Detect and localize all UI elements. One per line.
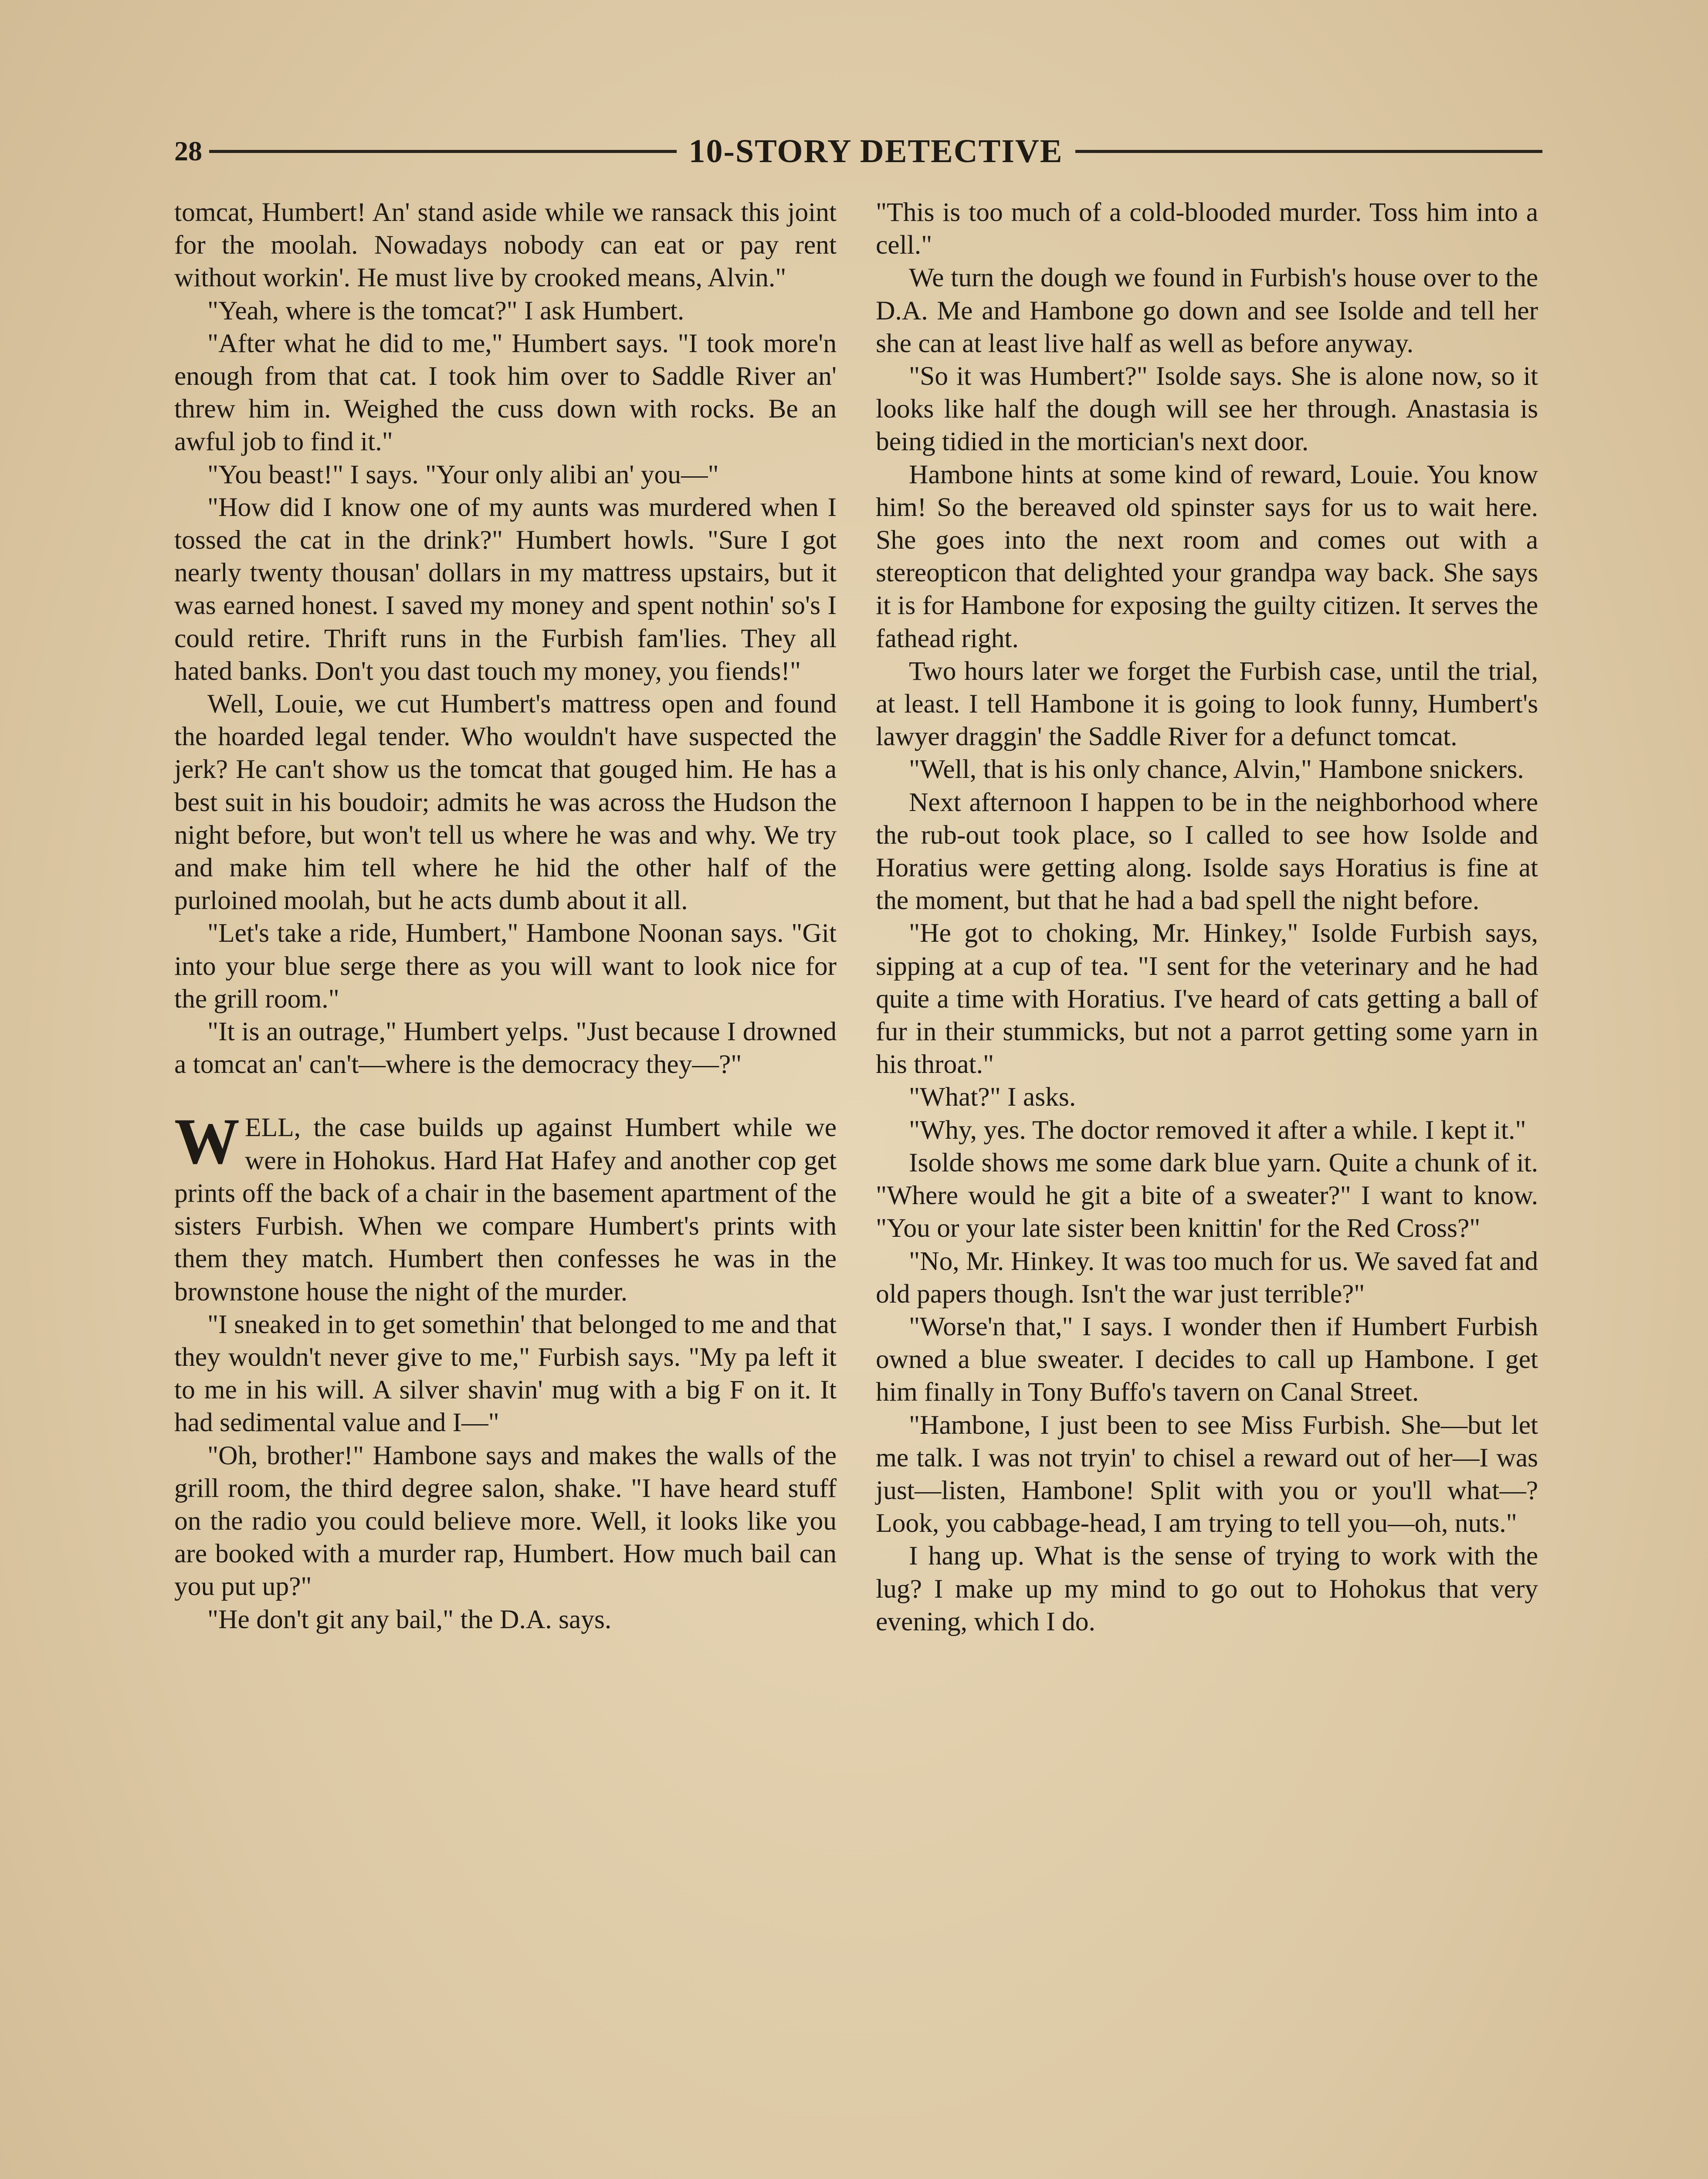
page-header	[174, 127, 1542, 175]
paragraph: "It is an outrage," Humbert yelps. "Just because I drowned a tomcat an' can't—where is the democracy they—?"	[174, 1017, 837, 1079]
paragraph: Hambone hints at some kind of reward, Louie. You know him! So the bereaved old spinster says for us to wait here. She goes into the next room and comes out with a stereopticon that delighted your grandpa way back. She says it is for Hambone for exposing the guilty citizen. It serves the fathead right.	[876, 459, 1538, 653]
section-first-text: ELL, the case builds up against Humbert while we were in Hohokus. Hard Hat Hafey and another cop get prints off the back of a chair in the basement apartment of the sisters Furbish. When we compare Humbert's prints with them they match. Humbert then confesses he was in the brownstone house the night of the murder.	[174, 1113, 837, 1307]
paragraph: "Well, that is his only chance, Alvin," Hambone snickers.	[909, 754, 1524, 784]
paragraph: tomcat, Humbert! An' stand aside while we ransack this joint for the moolah. Nowadays nobody can eat or pay rent without workin'. He must live by crooked means, Alvin."	[174, 197, 837, 293]
paragraph: "I sneaked in to get somethin' that belonged to me and that they wouldn't never give to me," Furbish says. "My pa left it to me in his will. A silver shavin' mug with a big F on it. It had sedimental value and I—"	[174, 1309, 837, 1438]
drop-cap: W	[174, 1105, 240, 1178]
header-rule-left	[209, 150, 677, 153]
paragraph: "Oh, brother!" Hambone says and makes the walls of the grill room, the third degree salon, shake. "I have heard stuff on the radio you could believe more. Well, it looks like you are booked with a murder rap, Humbert. How much bail can you put up?"	[174, 1440, 837, 1602]
paragraph: "You beast!" I says. "Your only alibi an' you—"	[207, 459, 719, 489]
paragraph: "Why, yes. The doctor removed it after a while. I kept it."	[909, 1115, 1526, 1145]
page-number: 28	[174, 136, 202, 166]
paragraph: "No, Mr. Hinkey. It was too much for us. We saved fat and old papers though. Isn't the war just terrible?"	[876, 1246, 1538, 1309]
section-start-paragraph	[174, 1105, 837, 1308]
paragraph: "Yeah, where is the tomcat?" I ask Humbert.	[207, 295, 685, 326]
header-rule-right	[1075, 150, 1543, 153]
left-column	[174, 196, 837, 1636]
paragraph: "What?" I asks.	[909, 1082, 1076, 1112]
paragraph: We turn the dough we found in Furbish's house over to the D.A. Me and Hambone go down and see Isolde and tell her she can at least live half as well as before anyway.	[876, 263, 1538, 358]
paragraph: Next afternoon I happen to be in the neighborhood where the rub-out took place, so I called to see how Isolde and Horatius were getting along. Isolde says Horatius is fine at the moment, but that he had a bad spell the night before.	[876, 787, 1538, 916]
right-column	[876, 196, 1538, 1638]
paragraph: "Let's take a ride, Humbert," Hambone Noonan says. "Git into your blue serge there as you will want to look nice for the grill room."	[174, 918, 837, 1014]
paragraph: "Hambone, I just been to see Miss Furbish. She—but let me talk. I was not tryin' to chisel a reward out of her—I was just—listen, Hambone! Split with you or you'll what—? Look, you cabbage-head, I am trying to tell you—oh, nuts."	[876, 1410, 1538, 1538]
magazine-title: 10-STORY DETECTIVE	[688, 132, 1063, 170]
paragraph: "After what he did to me," Humbert says. "I took more'n enough from that cat. I took him over to Saddle River an' threw him in. Weighed the cuss down with rocks. Be an awful job to find it."	[174, 328, 837, 457]
paragraph: "He don't git any bail," the D.A. says.	[207, 1604, 612, 1634]
paragraph: "He got to choking, Mr. Hinkey," Isolde Furbish says, sipping at a cup of tea. "I sent for the veterinary and he had quite a time with Horatius. I've heard of cats getting a ball of fur in their stummicks, but not a parrot getting some yarn in his throat."	[876, 918, 1538, 1079]
paragraph: Two hours later we forget the Furbish case, until the trial, at least. I tell Hambone it is going to look funny, Humbert's lawyer draggin' the Saddle River for a defunct tomcat.	[876, 656, 1538, 752]
paragraph: Isolde shows me some dark blue yarn. Quite a chunk of it. "Where would he git a bite of a sweater?" I want to know. "You or your late sister been knittin' for the Red Cross?"	[876, 1147, 1538, 1243]
paragraph: "How did I know one of my aunts was murdered when I tossed the cat in the drink?" Humbert howls. "Sure I got nearly twenty thousan' dollars in my mattress upstairs, but it was earned honest. I saved my money and spent nothin' so's I could retire. Thrift runs in the Furbish fam'lies. They all hated banks. Don't you dast touch my money, you fiends!"	[174, 492, 837, 686]
paragraph: "Worse'n that," I says. I wonder then if Humbert Furbish owned a blue sweater. I decides to call up Hambone. I get him finally in Tony Buffo's tavern on Canal Street.	[876, 1311, 1538, 1407]
paragraph: Well, Louie, we cut Humbert's mattress open and found the hoarded legal tender. Who wouldn't have suspected the jerk? He can't show us the tomcat that gouged him. He has a best suit in his boudoir; admits he was across the Hudson the night before, but won't tell us where he was and why. We try and make him tell where he hid the other half of the purloined moolah, but he acts dumb about it all.	[174, 689, 837, 916]
paragraph: "So it was Humbert?" Isolde says. She is alone now, so it looks like half the dough will see her through. Anastasia is being tidied in the mortician's next door.	[876, 361, 1538, 457]
paragraph: I hang up. What is the sense of trying to work with the lug? I make up my mind to go out to Hohokus that very evening, which I do.	[876, 1541, 1538, 1636]
paragraph: "This is too much of a cold-blooded murder. Toss him into a cell."	[876, 197, 1538, 260]
